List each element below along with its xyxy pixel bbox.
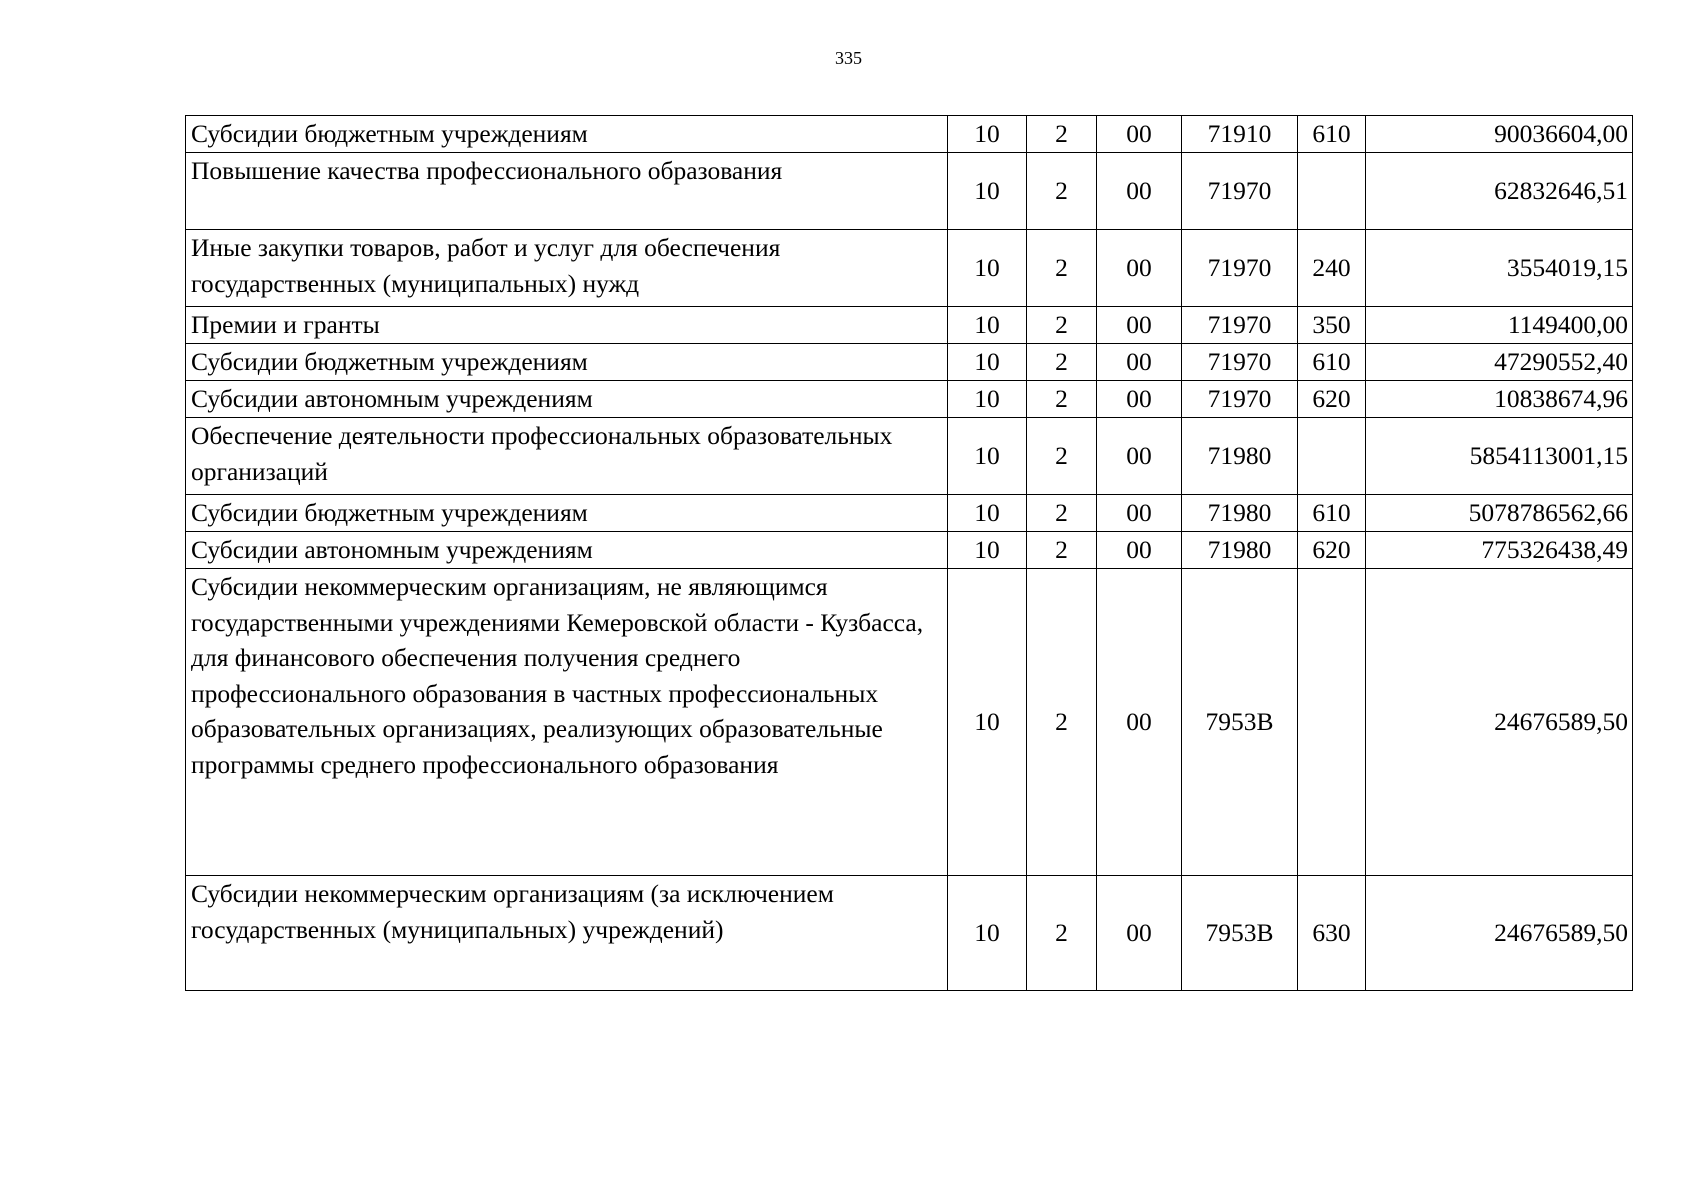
row-name: Субсидии некоммерческим организациям (за исключением государственных (муниципальных) учреждений) (186, 876, 948, 991)
section-code: 10 (948, 381, 1027, 418)
program-code: 00 (1097, 153, 1182, 230)
target-code: 71970 (1182, 230, 1298, 307)
section-code: 10 (948, 344, 1027, 381)
table-row (186, 307, 1633, 344)
program-code: 00 (1097, 418, 1182, 495)
row-name: Субсидии бюджетным учреждениям (186, 116, 948, 153)
amount: 1149400,00 (1366, 307, 1633, 344)
amount: 10838674,96 (1366, 381, 1633, 418)
target-code: 71980 (1182, 418, 1298, 495)
program-code: 00 (1097, 381, 1182, 418)
table-row (186, 381, 1633, 418)
budget-table (185, 115, 1633, 991)
subsection-code: 2 (1027, 532, 1097, 569)
expense-type-code: 610 (1298, 495, 1366, 532)
target-code: 71980 (1182, 532, 1298, 569)
subsection-code: 2 (1027, 495, 1097, 532)
program-code: 00 (1097, 495, 1182, 532)
expense-type-code: 240 (1298, 230, 1366, 307)
table-row (186, 153, 1633, 230)
amount: 90036604,00 (1366, 116, 1633, 153)
target-code: 71970 (1182, 344, 1298, 381)
section-code: 10 (948, 532, 1027, 569)
program-code: 00 (1097, 230, 1182, 307)
row-name: Премии и гранты (186, 307, 948, 344)
amount: 5078786562,66 (1366, 495, 1633, 532)
table-row (186, 230, 1633, 307)
row-name: Повышение качества профессионального образования (186, 153, 948, 230)
program-code: 00 (1097, 569, 1182, 876)
amount: 775326438,49 (1366, 532, 1633, 569)
table-row (186, 569, 1633, 876)
program-code: 00 (1097, 116, 1182, 153)
row-name: Субсидии некоммерческим организациям, не являющимся государственными учреждениями Кемеровской области - Кузбасса, для финансового обеспечения получения среднего профессионального образования в частных профессиональных образовательных организациях, реализующих образовательные программы среднего профессионального образования (186, 569, 948, 876)
amount: 5854113001,15 (1366, 418, 1633, 495)
program-code: 00 (1097, 876, 1182, 991)
expense-type-code: 610 (1298, 344, 1366, 381)
row-name: Субсидии автономным учреждениям (186, 532, 948, 569)
target-code: 71970 (1182, 153, 1298, 230)
table-row (186, 876, 1633, 991)
row-name: Обеспечение деятельности профессиональных образовательных организаций (186, 418, 948, 495)
subsection-code: 2 (1027, 230, 1097, 307)
section-code: 10 (948, 307, 1027, 344)
section-code: 10 (948, 116, 1027, 153)
row-name: Субсидии бюджетным учреждениям (186, 344, 948, 381)
program-code: 00 (1097, 344, 1182, 381)
program-code: 00 (1097, 532, 1182, 569)
expense-type-code (1298, 569, 1366, 876)
expense-type-code (1298, 418, 1366, 495)
subsection-code: 2 (1027, 116, 1097, 153)
subsection-code: 2 (1027, 569, 1097, 876)
section-code: 10 (948, 230, 1027, 307)
page-number: 335 (835, 48, 862, 68)
table-row (186, 418, 1633, 495)
table-row (186, 344, 1633, 381)
expense-type-code: 620 (1298, 532, 1366, 569)
subsection-code: 2 (1027, 153, 1097, 230)
expense-type-code: 620 (1298, 381, 1366, 418)
table-row (186, 116, 1633, 153)
target-code: 71910 (1182, 116, 1298, 153)
target-code: 7953В (1182, 876, 1298, 991)
target-code: 71980 (1182, 495, 1298, 532)
subsection-code: 2 (1027, 381, 1097, 418)
subsection-code: 2 (1027, 344, 1097, 381)
target-code: 7953В (1182, 569, 1298, 876)
amount: 24676589,50 (1366, 569, 1633, 876)
target-code: 71970 (1182, 381, 1298, 418)
subsection-code: 2 (1027, 307, 1097, 344)
expense-type-code (1298, 153, 1366, 230)
amount: 47290552,40 (1366, 344, 1633, 381)
table-row (186, 495, 1633, 532)
row-name: Субсидии автономным учреждениям (186, 381, 948, 418)
row-name: Иные закупки товаров, работ и услуг для обеспечения государственных (муниципальных) нужд (186, 230, 948, 307)
section-code: 10 (948, 153, 1027, 230)
table-row (186, 532, 1633, 569)
amount: 3554019,15 (1366, 230, 1633, 307)
expense-type-code: 350 (1298, 307, 1366, 344)
expense-type-code: 610 (1298, 116, 1366, 153)
expense-type-code: 630 (1298, 876, 1366, 991)
program-code: 00 (1097, 307, 1182, 344)
section-code: 10 (948, 418, 1027, 495)
subsection-code: 2 (1027, 876, 1097, 991)
subsection-code: 2 (1027, 418, 1097, 495)
target-code: 71970 (1182, 307, 1298, 344)
row-name: Субсидии бюджетным учреждениям (186, 495, 948, 532)
section-code: 10 (948, 569, 1027, 876)
amount: 24676589,50 (1366, 876, 1633, 991)
section-code: 10 (948, 495, 1027, 532)
section-code: 10 (948, 876, 1027, 991)
amount: 62832646,51 (1366, 153, 1633, 230)
